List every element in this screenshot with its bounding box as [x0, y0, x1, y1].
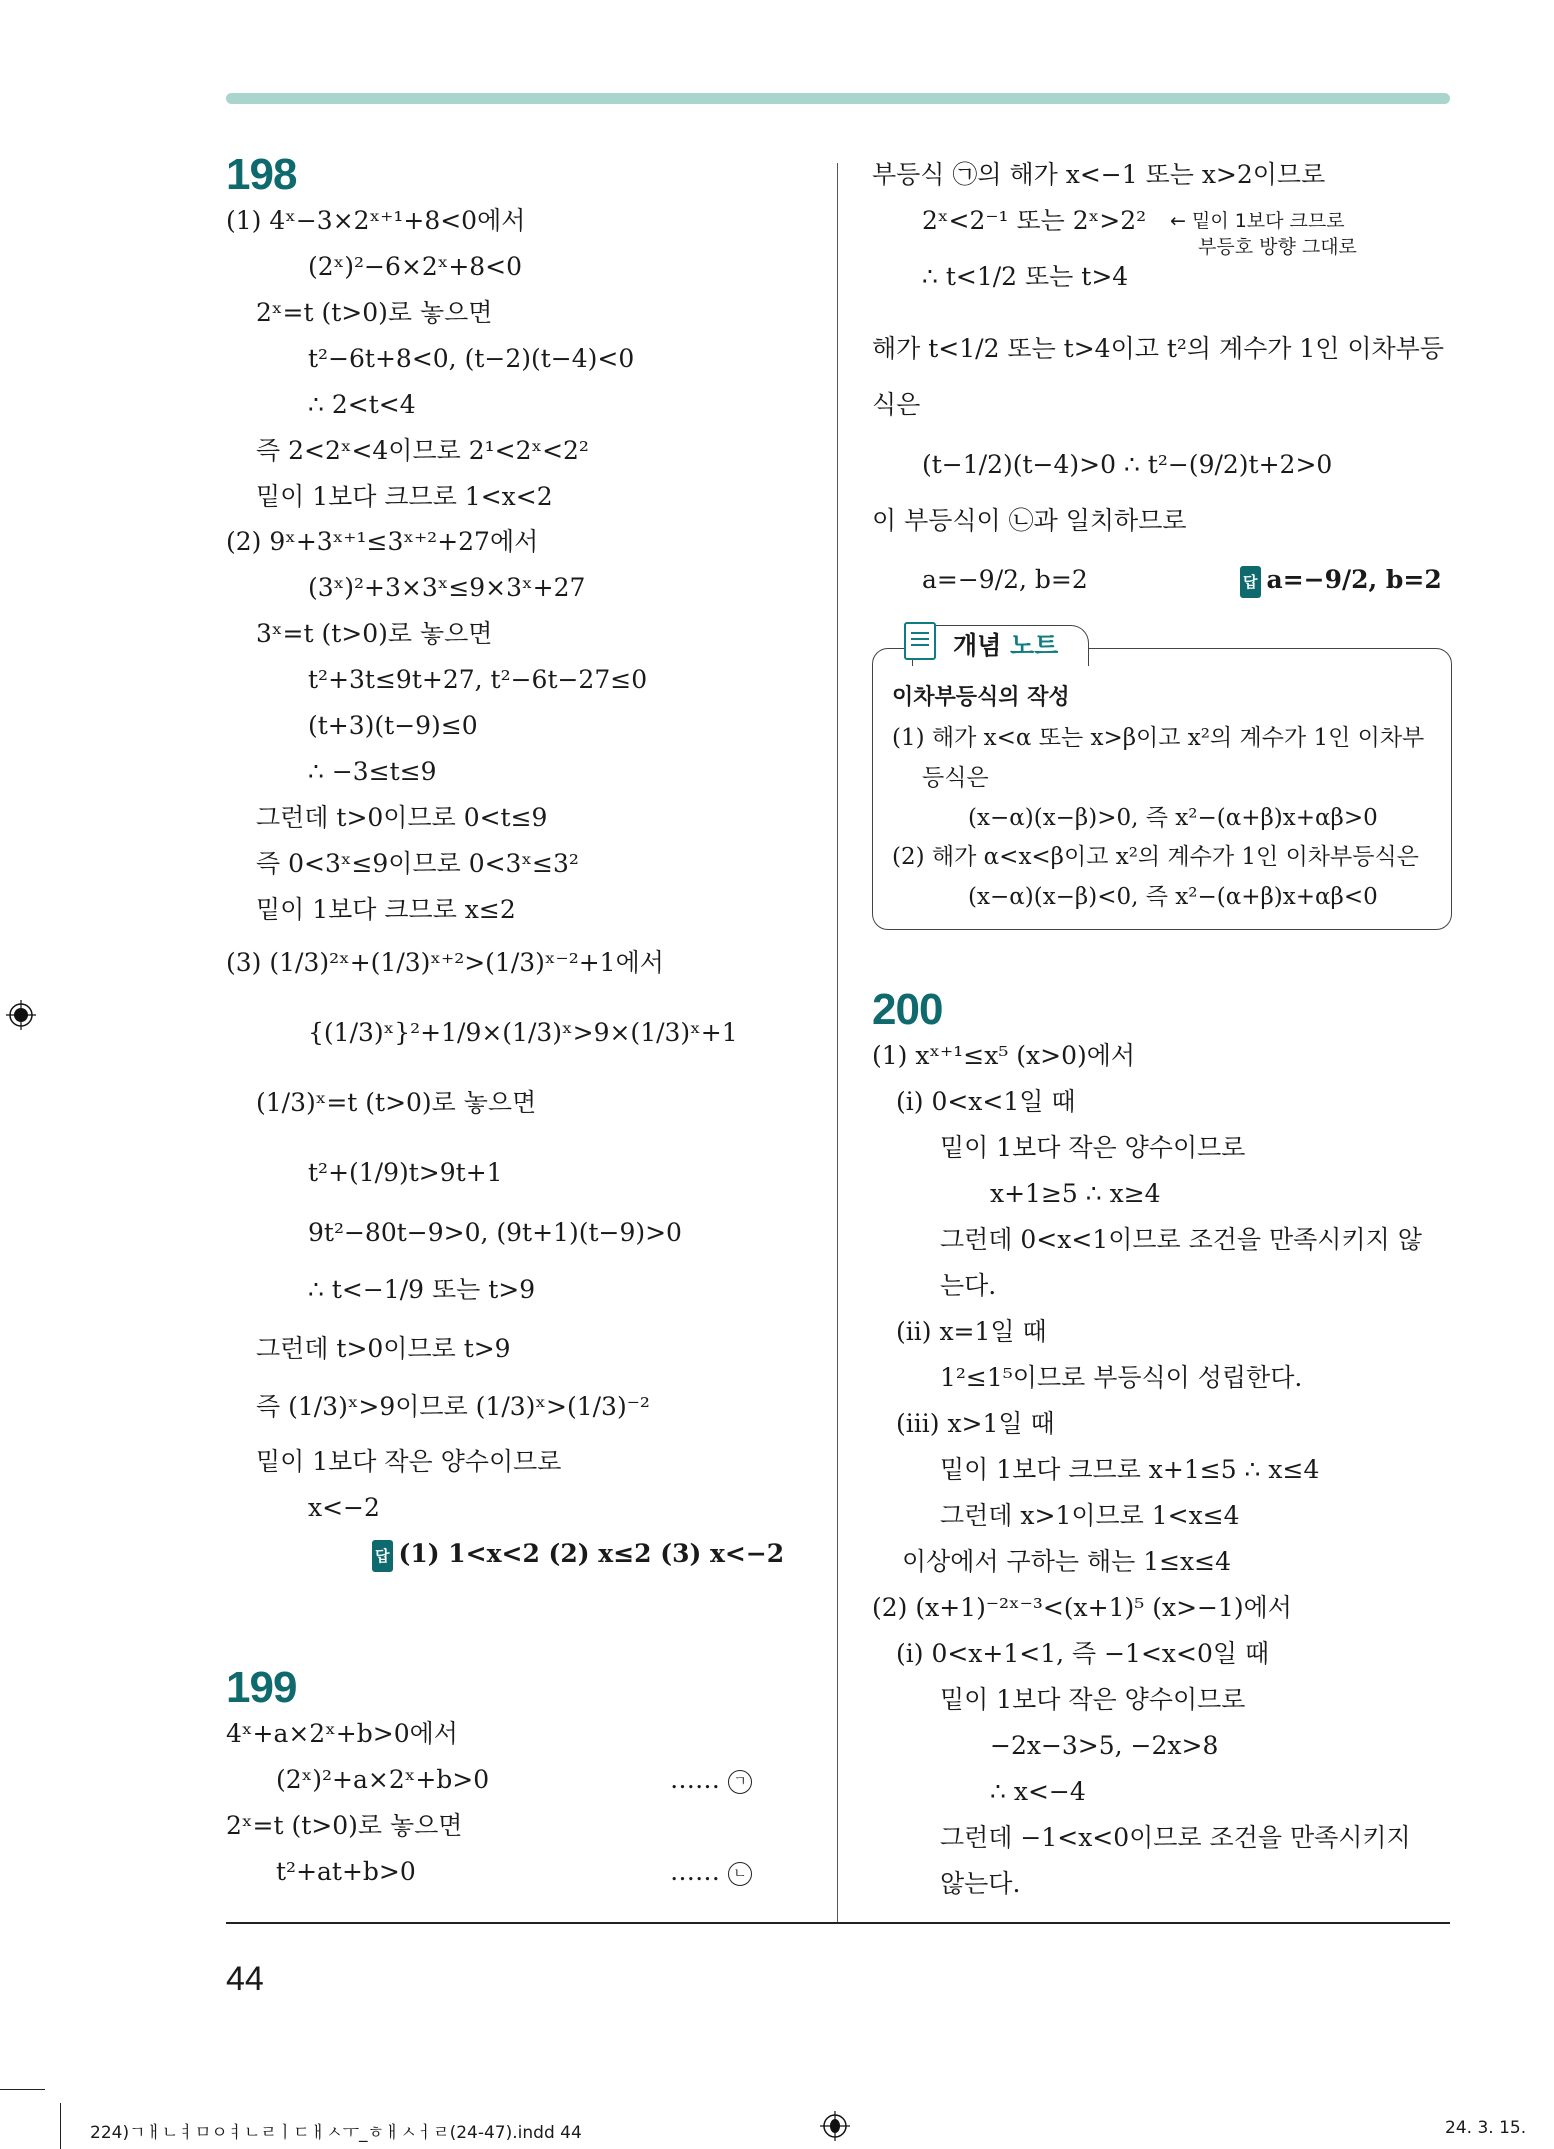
solution-line: 밑이 1보다 크므로 x≤2	[256, 895, 516, 924]
note-line: (x−α)(x−β)<0, 즉 x²−(α+β)x+αβ<0	[968, 884, 1378, 910]
crop-mark	[60, 2103, 61, 2149]
solution-line: 1²≤1⁵이므로 부등식이 성립한다.	[940, 1363, 1303, 1392]
answer-text: a=−9/2, b=2	[1266, 565, 1442, 594]
solution-line: ∴ x<−4	[990, 1777, 1086, 1806]
crop-mark	[0, 2089, 45, 2090]
solution-line: (2ˣ)²+a×2ˣ+b>0	[276, 1765, 490, 1794]
answer-badge: 답	[1240, 566, 1261, 598]
solution-line: 즉 0<3ˣ≤9이므로 0<3ˣ≤3²	[256, 849, 579, 878]
header-accent-bar	[226, 93, 1450, 104]
solution-line: {(1/3)ˣ}²+1/9×(1/3)ˣ>9×(1/3)ˣ+1	[308, 1018, 738, 1047]
answer-badge: 답	[372, 1540, 393, 1572]
note-line: (1) 해가 x<α 또는 x>β이고 x²의 계수가 1인 이차부	[892, 725, 1425, 751]
solution-line: 밑이 1보다 작은 양수이므로	[256, 1447, 562, 1476]
solution-line: (3) (1/3)²ˣ+(1/3)ˣ⁺²>(1/3)ˣ⁻²+1에서	[226, 948, 664, 977]
solution-line: (ii) x=1일 때	[896, 1317, 1047, 1346]
solution-line: 그런데 0<x<1이므로 조건을 만족시키지 않	[940, 1225, 1422, 1254]
solution-line: ∴ t<−1/9 또는 t>9	[308, 1275, 536, 1304]
solution-line: 않는다.	[940, 1869, 1021, 1898]
solution-line: 2ˣ=t (t>0)로 놓으면	[256, 298, 493, 327]
solution-line: (t−1/2)(t−4)>0 ∴ t²−(9/2)t+2>0	[922, 450, 1333, 479]
solution-line: (1) xˣ⁺¹≤x⁵ (x>0)에서	[872, 1041, 1136, 1070]
note-line: (x−α)(x−β)>0, 즉 x²−(α+β)x+αβ>0	[968, 805, 1378, 831]
footer-rule	[226, 1922, 1450, 1924]
solution-line: 밑이 1보다 크므로 x+1≤5 ∴ x≤4	[940, 1455, 1320, 1484]
solution-line: (2) 9ˣ+3ˣ⁺¹≤3ˣ⁺²+27에서	[226, 527, 539, 556]
solution-line: 즉 2<2ˣ<4이므로 2¹<2ˣ<2²	[256, 436, 589, 465]
solution-line: t²+at+b>0	[276, 1857, 416, 1886]
solution-line: (iii) x>1일 때	[896, 1409, 1055, 1438]
solution-line: (1/3)ˣ=t (t>0)로 놓으면	[256, 1088, 537, 1117]
solution-line: 해가 t<1/2 또는 t>4이고 t²의 계수가 1인 이차부등	[872, 334, 1444, 363]
slug-date: 24. 3. 15.	[1445, 2118, 1527, 2138]
solution-line: 밑이 1보다 작은 양수이므로	[940, 1685, 1246, 1714]
concept-note-tab: 개념 노트	[912, 625, 1089, 666]
notepad-icon	[904, 622, 936, 660]
solution-line: t²+3t≤9t+27, t²−6t−27≤0	[308, 665, 648, 694]
solution-line: (i) 0<x+1<1, 즉 −1<x<0일 때	[896, 1639, 1270, 1668]
solution-line: 3ˣ=t (t>0)로 놓으면	[256, 619, 493, 648]
solution-line: 그런데 t>0이므로 0<t≤9	[256, 803, 548, 832]
solution-line: 그런데 t>0이므로 t>9	[256, 1334, 511, 1363]
solution-line: 4ˣ+a×2ˣ+b>0에서	[226, 1719, 458, 1748]
circled-giyeok-icon: ㄱ	[728, 1770, 752, 1794]
solution-line: (3ˣ)²+3×3ˣ≤9×3ˣ+27	[308, 573, 586, 602]
margin-annotation: ← 밑이 1보다 크므로 부등호 방향 그대로	[1170, 210, 1357, 258]
note-line: 등식은	[922, 765, 989, 791]
answer-199	[1240, 565, 1442, 598]
page-number: 44	[226, 1960, 264, 1998]
problem-number-199: 199	[226, 1663, 297, 1712]
solution-line: ∴ t<1/2 또는 t>4	[922, 262, 1129, 291]
equation-label-1: …… ㄱ	[670, 1765, 752, 1795]
problem-number-200: 200	[872, 985, 943, 1034]
answer-198	[372, 1539, 784, 1572]
solution-line: a=−9/2, b=2	[922, 565, 1088, 594]
solution-line: t²+(1/9)t>9t+1	[308, 1158, 503, 1187]
solution-line: ∴ −3≤t≤9	[308, 757, 437, 786]
solution-line: x<−2	[308, 1493, 380, 1522]
concept-note-title: 이차부등식의 작성	[892, 685, 1070, 710]
solution-line: 밑이 1보다 작은 양수이므로	[940, 1133, 1246, 1162]
solution-line: (i) 0<x<1일 때	[896, 1087, 1076, 1116]
solution-line: 9t²−80t−9>0, (9t+1)(t−9)>0	[308, 1218, 682, 1247]
registration-mark-icon	[6, 1000, 36, 1030]
solution-line: 이 부등식이 ㉡과 일치하므로	[872, 506, 1187, 535]
problem-number-198: 198	[226, 150, 297, 199]
solution-line: 즉 (1/3)ˣ>9이므로 (1/3)ˣ>(1/3)⁻²	[256, 1392, 650, 1421]
solution-line: 그런데 x>1이므로 1<x≤4	[940, 1501, 1240, 1530]
solution-line: (2ˣ)²−6×2ˣ+8<0	[308, 252, 523, 281]
solution-line: −2x−3>5, −2x>8	[990, 1731, 1219, 1760]
solution-line: 2ˣ<2⁻¹ 또는 2ˣ>2²	[922, 206, 1147, 235]
solution-line: (t+3)(t−9)≤0	[308, 711, 478, 740]
solution-line: (1) 4ˣ−3×2ˣ⁺¹+8<0에서	[226, 206, 526, 235]
answer-text: (1) 1<x<2 (2) x≤2 (3) x<−2	[398, 1539, 785, 1568]
solution-line: 부등식 ㉠의 해가 x<−1 또는 x>2이므로	[872, 160, 1326, 189]
solution-line: 식은	[872, 390, 921, 419]
solution-line: 밑이 1보다 크므로 1<x<2	[256, 482, 553, 511]
equation-label-2: …… ㄴ	[670, 1857, 752, 1887]
note-line: (2) 해가 α<x<β이고 x²의 계수가 1인 이차부등식은	[892, 844, 1419, 870]
solution-line: 이상에서 구하는 해는 1≤x≤4	[902, 1547, 1231, 1576]
solution-line: ∴ 2<t<4	[308, 390, 416, 419]
solution-line: x+1≥5 ∴ x≥4	[990, 1179, 1161, 1208]
file-slug: 224)ㄱㅐㄴㅕㅁㅇㅕㄴㄹㅣㄷㅐㅅㅜ_ㅎㅐㅅㅓㄹ(24-47).indd 44	[90, 2123, 582, 2143]
circled-nieun-icon: ㄴ	[728, 1862, 752, 1886]
solution-line: 는다.	[940, 1271, 997, 1300]
solution-line: t²−6t+8<0, (t−2)(t−4)<0	[308, 344, 635, 373]
solution-line: (2) (x+1)⁻²ˣ⁻³<(x+1)⁵ (x>−1)에서	[872, 1593, 1292, 1622]
registration-mark-icon	[820, 2111, 850, 2141]
column-divider	[837, 163, 838, 1923]
solution-line: 2ˣ=t (t>0)로 놓으면	[226, 1811, 463, 1840]
solution-line: 그런데 −1<x<0이므로 조건을 만족시키지	[940, 1823, 1411, 1852]
